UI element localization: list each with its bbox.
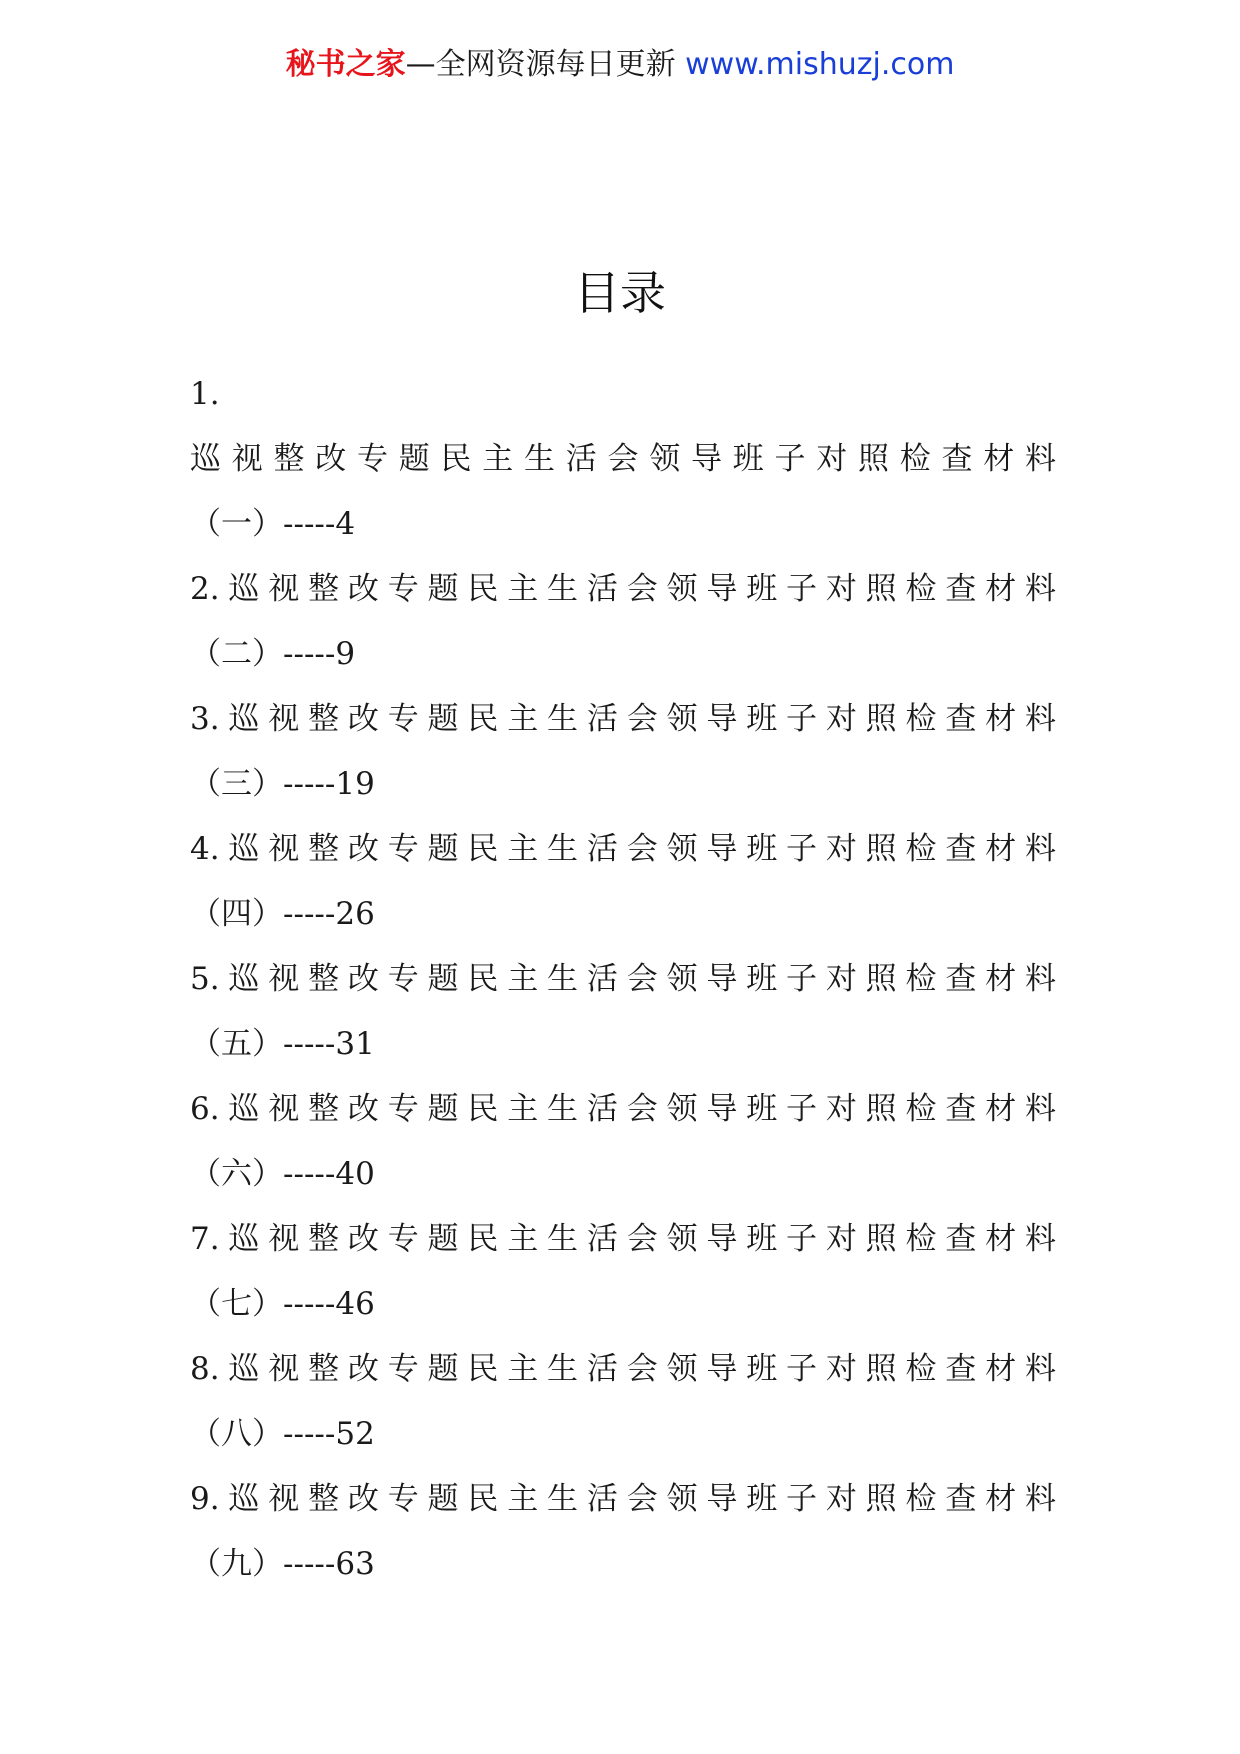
toc-item-4-suffix: （四）-----26: [190, 896, 375, 932]
toc-item-6-title[interactable]: 6.巡视整改专题民主生活会领导班子对照检查材料: [190, 1091, 1056, 1127]
toc-item-1-title[interactable]: 巡视整改专题民主生活会领导班子对照检查材料: [190, 441, 1056, 477]
toc-item-2-suffix: （二）-----9: [190, 636, 356, 672]
toc-item-9-title[interactable]: 9.巡视整改专题民主生活会领导班子对照检查材料: [190, 1481, 1056, 1517]
toc-item-7-suffix: （七）-----46: [190, 1286, 375, 1322]
site-header: [0, 40, 1240, 90]
site-url-link[interactable]: www.mishuzj.com: [685, 47, 955, 82]
toc-item-4-title[interactable]: 4.巡视整改专题民主生活会领导班子对照检查材料: [190, 831, 1056, 867]
page-title: 目录: [574, 266, 666, 320]
header-tagline: —全网资源每日更新: [405, 47, 676, 82]
toc-item-1-number: 1.: [190, 376, 220, 412]
toc-item-8-suffix: （八）-----52: [190, 1416, 375, 1452]
table-of-contents: [190, 362, 1056, 1597]
toc-item-1-suffix: （一）-----4: [190, 506, 356, 542]
toc-item-6-suffix: （六）-----40: [190, 1156, 375, 1192]
toc-item-7-title[interactable]: 7.巡视整改专题民主生活会领导班子对照检查材料: [190, 1221, 1056, 1257]
toc-item-5-title[interactable]: 5.巡视整改专题民主生活会领导班子对照检查材料: [190, 961, 1056, 997]
toc-item-5-suffix: （五）-----31: [190, 1026, 375, 1062]
toc-item-9-suffix: （九）-----63: [190, 1546, 375, 1582]
toc-item-8-title[interactable]: 8.巡视整改专题民主生活会领导班子对照检查材料: [190, 1351, 1056, 1387]
toc-item-2-title[interactable]: 2.巡视整改专题民主生活会领导班子对照检查材料: [190, 571, 1056, 607]
brand-name: 秘书之家: [285, 47, 406, 82]
toc-item-3-title[interactable]: 3.巡视整改专题民主生活会领导班子对照检查材料: [190, 701, 1056, 737]
toc-item-3-suffix: （三）-----19: [190, 766, 375, 802]
